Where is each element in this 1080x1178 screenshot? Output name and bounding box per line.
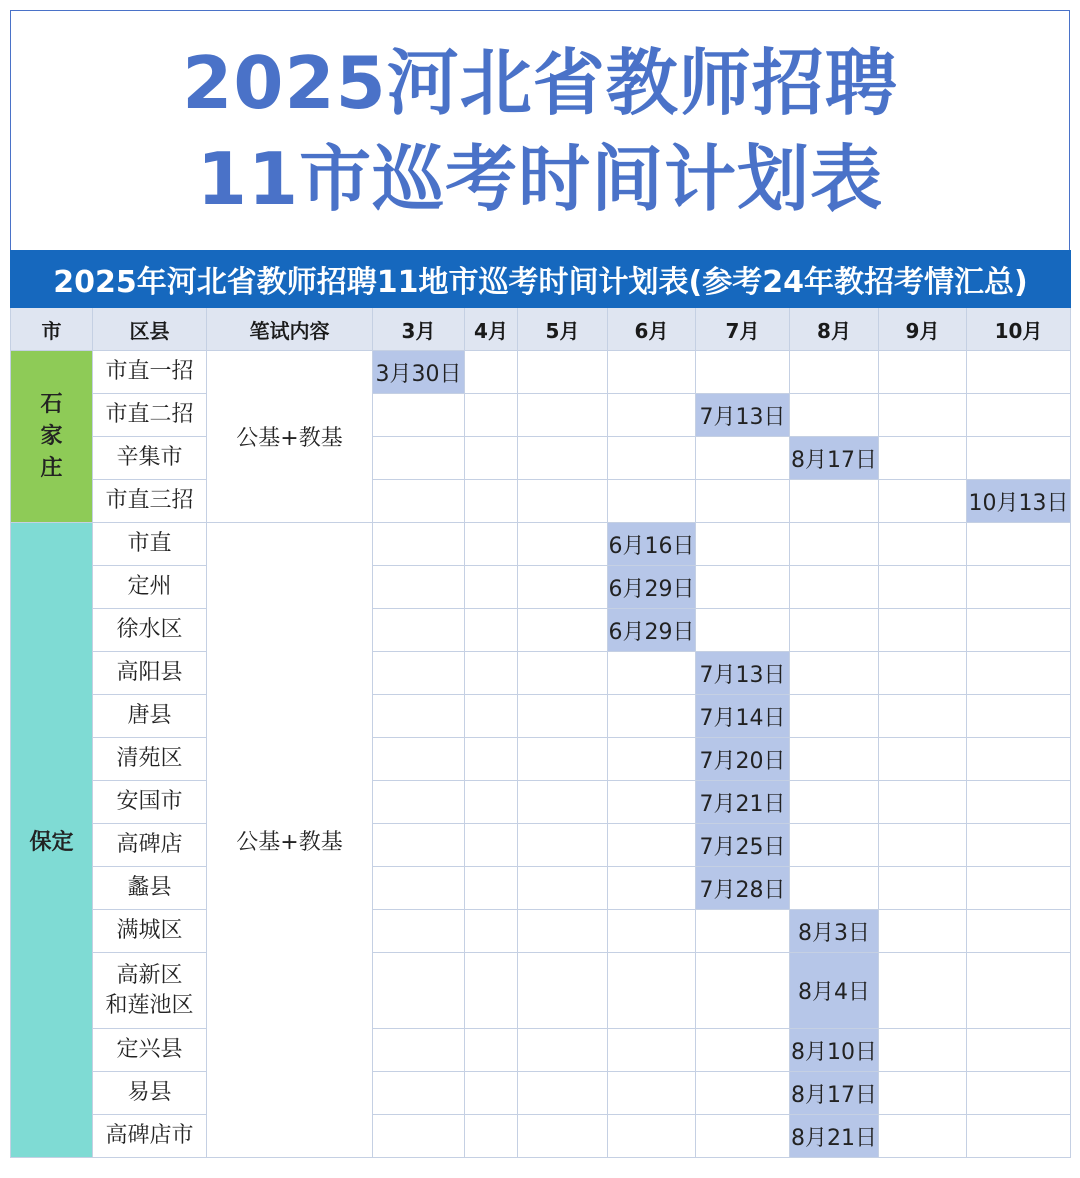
district-cell: 清苑区 — [93, 738, 207, 781]
table-row — [11, 781, 1071, 824]
empty-month-cell — [608, 695, 696, 738]
empty-month-cell — [465, 351, 518, 394]
empty-month-cell — [608, 824, 696, 867]
empty-month-cell — [696, 566, 790, 609]
empty-month-cell — [967, 566, 1071, 609]
district-cell: 市直三招 — [93, 480, 207, 523]
empty-month-cell — [608, 738, 696, 781]
empty-month-cell — [518, 1029, 608, 1072]
city-cell: 保定 — [11, 523, 93, 1158]
table-row — [11, 394, 1071, 437]
empty-month-cell — [373, 652, 465, 695]
empty-month-cell — [790, 824, 879, 867]
empty-month-cell — [879, 437, 967, 480]
empty-month-cell — [608, 1029, 696, 1072]
table-row — [11, 652, 1071, 695]
header-district: 区县 — [93, 308, 207, 351]
empty-month-cell — [373, 953, 465, 1029]
empty-month-cell — [967, 1029, 1071, 1072]
empty-month-cell — [879, 1072, 967, 1115]
table-row — [11, 1029, 1071, 1072]
empty-month-cell — [465, 609, 518, 652]
empty-month-cell — [465, 1029, 518, 1072]
exam-date-cell: 8月17日 — [790, 437, 879, 480]
empty-month-cell — [465, 523, 518, 566]
schedule-table — [10, 250, 1071, 1158]
table-row — [11, 1115, 1071, 1158]
empty-month-cell — [373, 394, 465, 437]
district-cell: 高阳县 — [93, 652, 207, 695]
exam-date-cell: 7月28日 — [696, 867, 790, 910]
table-row — [11, 738, 1071, 781]
district-cell: 高碑店 — [93, 824, 207, 867]
empty-month-cell — [465, 566, 518, 609]
empty-month-cell — [790, 738, 879, 781]
exam-date-cell: 7月20日 — [696, 738, 790, 781]
empty-month-cell — [518, 652, 608, 695]
empty-month-cell — [879, 781, 967, 824]
empty-month-cell — [518, 480, 608, 523]
empty-month-cell — [790, 480, 879, 523]
exam-date-cell: 6月29日 — [608, 609, 696, 652]
district-cell: 市直一招 — [93, 351, 207, 394]
empty-month-cell — [879, 953, 967, 1029]
district-cell: 定兴县 — [93, 1029, 207, 1072]
empty-month-cell — [967, 910, 1071, 953]
table-row — [11, 609, 1071, 652]
empty-month-cell — [518, 824, 608, 867]
exam-date-cell: 7月21日 — [696, 781, 790, 824]
title-box — [10, 10, 1070, 250]
empty-month-cell — [373, 609, 465, 652]
empty-month-cell — [608, 480, 696, 523]
city-cell: 石家庄 — [11, 351, 93, 523]
empty-month-cell — [373, 867, 465, 910]
empty-month-cell — [790, 523, 879, 566]
empty-month-cell — [967, 781, 1071, 824]
header-month-8: 8月 — [790, 308, 879, 351]
empty-month-cell — [518, 609, 608, 652]
table-row — [11, 1072, 1071, 1115]
empty-month-cell — [608, 394, 696, 437]
empty-month-cell — [696, 480, 790, 523]
empty-month-cell — [373, 910, 465, 953]
exam-content-cell: 公基+教基 — [207, 351, 373, 523]
district-cell: 唐县 — [93, 695, 207, 738]
exam-date-cell: 8月21日 — [790, 1115, 879, 1158]
empty-month-cell — [967, 394, 1071, 437]
exam-date-cell: 7月25日 — [696, 824, 790, 867]
empty-month-cell — [465, 480, 518, 523]
empty-month-cell — [967, 437, 1071, 480]
empty-month-cell — [518, 394, 608, 437]
empty-month-cell — [518, 1115, 608, 1158]
empty-month-cell — [879, 824, 967, 867]
empty-month-cell — [967, 1072, 1071, 1115]
empty-month-cell — [518, 781, 608, 824]
district-cell: 蠡县 — [93, 867, 207, 910]
empty-month-cell — [608, 1072, 696, 1115]
table-row — [11, 351, 1071, 394]
exam-date-cell: 6月16日 — [608, 523, 696, 566]
empty-month-cell — [608, 781, 696, 824]
empty-month-cell — [373, 523, 465, 566]
exam-date-cell: 8月3日 — [790, 910, 879, 953]
empty-month-cell — [465, 437, 518, 480]
header-city: 市 — [11, 308, 93, 351]
district-cell: 安国市 — [93, 781, 207, 824]
empty-month-cell — [518, 1072, 608, 1115]
empty-month-cell — [373, 781, 465, 824]
empty-month-cell — [967, 1115, 1071, 1158]
empty-month-cell — [879, 1029, 967, 1072]
empty-month-cell — [373, 480, 465, 523]
exam-date-cell: 10月13日 — [967, 480, 1071, 523]
empty-month-cell — [465, 867, 518, 910]
header-month-10: 10月 — [967, 308, 1071, 351]
header-month-3: 3月 — [373, 308, 465, 351]
empty-month-cell — [518, 437, 608, 480]
empty-month-cell — [608, 953, 696, 1029]
header-month-7: 7月 — [696, 308, 790, 351]
page-title-line-2: 11市巡考时间计划表 — [196, 136, 884, 221]
exam-date-cell: 7月14日 — [696, 695, 790, 738]
empty-month-cell — [879, 652, 967, 695]
table-row — [11, 867, 1071, 910]
table-body — [11, 351, 1071, 1158]
empty-month-cell — [696, 1029, 790, 1072]
district-cell: 满城区 — [93, 910, 207, 953]
empty-month-cell — [696, 609, 790, 652]
empty-month-cell — [879, 738, 967, 781]
empty-month-cell — [967, 867, 1071, 910]
empty-month-cell — [465, 824, 518, 867]
empty-month-cell — [465, 738, 518, 781]
empty-month-cell — [518, 523, 608, 566]
empty-month-cell — [967, 351, 1071, 394]
empty-month-cell — [518, 738, 608, 781]
empty-month-cell — [879, 695, 967, 738]
empty-month-cell — [967, 824, 1071, 867]
empty-month-cell — [465, 1115, 518, 1158]
header-exam-content: 笔试内容 — [207, 308, 373, 351]
empty-month-cell — [967, 695, 1071, 738]
empty-month-cell — [608, 351, 696, 394]
exam-content-cell: 公基+教基 — [207, 523, 373, 1158]
district-cell: 易县 — [93, 1072, 207, 1115]
empty-month-cell — [608, 1115, 696, 1158]
exam-date-cell: 7月13日 — [696, 652, 790, 695]
empty-month-cell — [879, 1115, 967, 1158]
empty-month-cell — [879, 351, 967, 394]
exam-date-cell: 8月4日 — [790, 953, 879, 1029]
empty-month-cell — [373, 738, 465, 781]
empty-month-cell — [465, 910, 518, 953]
header-row — [11, 308, 1071, 351]
empty-month-cell — [790, 867, 879, 910]
exam-date-cell: 7月13日 — [696, 394, 790, 437]
empty-month-cell — [790, 394, 879, 437]
empty-month-cell — [696, 351, 790, 394]
table-row — [11, 523, 1071, 566]
empty-month-cell — [518, 351, 608, 394]
empty-month-cell — [373, 437, 465, 480]
empty-month-cell — [373, 695, 465, 738]
empty-month-cell — [518, 566, 608, 609]
table-row — [11, 480, 1071, 523]
empty-month-cell — [967, 738, 1071, 781]
empty-month-cell — [518, 867, 608, 910]
table-row — [11, 824, 1071, 867]
empty-month-cell — [518, 953, 608, 1029]
empty-month-cell — [790, 695, 879, 738]
table-row — [11, 910, 1071, 953]
empty-month-cell — [608, 437, 696, 480]
table-row — [11, 566, 1071, 609]
empty-month-cell — [465, 781, 518, 824]
empty-month-cell — [790, 609, 879, 652]
empty-month-cell — [373, 566, 465, 609]
empty-month-cell — [608, 867, 696, 910]
empty-month-cell — [967, 652, 1071, 695]
empty-month-cell — [879, 566, 967, 609]
empty-month-cell — [608, 910, 696, 953]
page-title-line-1: 2025河北省教师招聘 — [182, 40, 898, 125]
empty-month-cell — [465, 695, 518, 738]
exam-date-cell: 8月10日 — [790, 1029, 879, 1072]
empty-month-cell — [790, 566, 879, 609]
empty-month-cell — [967, 609, 1071, 652]
empty-month-cell — [879, 394, 967, 437]
exam-date-cell: 3月30日 — [373, 351, 465, 394]
empty-month-cell — [518, 910, 608, 953]
empty-month-cell — [696, 910, 790, 953]
empty-month-cell — [465, 394, 518, 437]
district-cell: 徐水区 — [93, 609, 207, 652]
table-row — [11, 437, 1071, 480]
district-cell: 定州 — [93, 566, 207, 609]
empty-month-cell — [879, 523, 967, 566]
empty-month-cell — [518, 695, 608, 738]
empty-month-cell — [879, 480, 967, 523]
empty-month-cell — [879, 867, 967, 910]
empty-month-cell — [608, 652, 696, 695]
empty-month-cell — [373, 824, 465, 867]
exam-date-cell: 8月17日 — [790, 1072, 879, 1115]
empty-month-cell — [696, 1115, 790, 1158]
district-cell: 辛集市 — [93, 437, 207, 480]
header-month-9: 9月 — [879, 308, 967, 351]
empty-month-cell — [465, 1072, 518, 1115]
empty-month-cell — [879, 609, 967, 652]
district-cell: 高新区 和莲池区 — [93, 953, 207, 1029]
empty-month-cell — [790, 781, 879, 824]
schedule-table-container — [10, 250, 1070, 1158]
empty-month-cell — [696, 437, 790, 480]
header-month-4: 4月 — [465, 308, 518, 351]
empty-month-cell — [465, 652, 518, 695]
empty-month-cell — [373, 1029, 465, 1072]
empty-month-cell — [879, 910, 967, 953]
empty-month-cell — [967, 523, 1071, 566]
empty-month-cell — [790, 652, 879, 695]
district-cell: 市直二招 — [93, 394, 207, 437]
empty-month-cell — [465, 953, 518, 1029]
empty-month-cell — [373, 1072, 465, 1115]
empty-month-cell — [790, 351, 879, 394]
empty-month-cell — [696, 1072, 790, 1115]
empty-month-cell — [967, 953, 1071, 1029]
exam-date-cell: 6月29日 — [608, 566, 696, 609]
district-cell: 高碑店市 — [93, 1115, 207, 1158]
header-month-5: 5月 — [518, 308, 608, 351]
empty-month-cell — [696, 523, 790, 566]
district-cell: 市直 — [93, 523, 207, 566]
table-banner: 2025年河北省教师招聘11地市巡考时间计划表(参考24年教招考情汇总) — [11, 251, 1071, 308]
header-month-6: 6月 — [608, 308, 696, 351]
table-row — [11, 695, 1071, 738]
table-row — [11, 953, 1071, 1029]
empty-month-cell — [696, 953, 790, 1029]
empty-month-cell — [373, 1115, 465, 1158]
